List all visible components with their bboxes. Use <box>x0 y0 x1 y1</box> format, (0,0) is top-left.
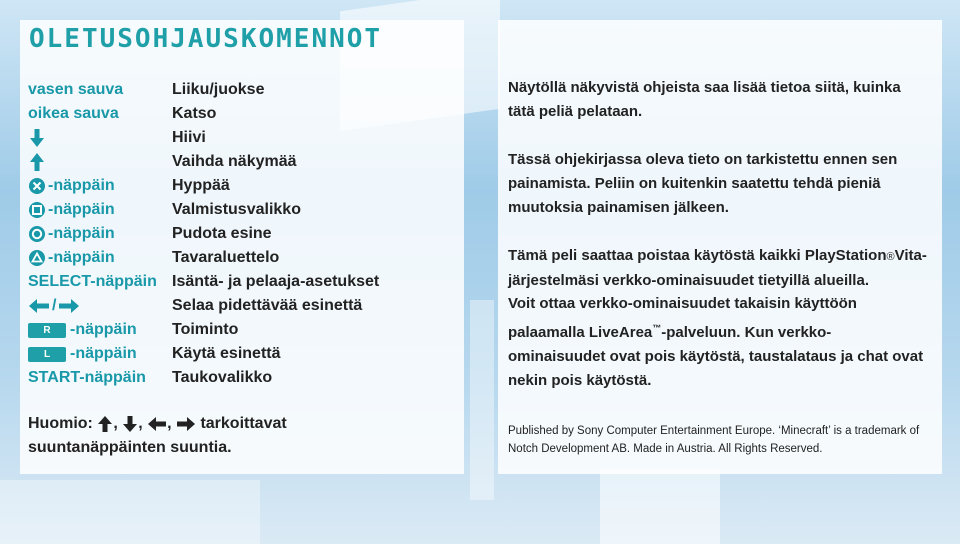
control-key <box>28 150 168 174</box>
control-key-label: -näppäin <box>48 201 115 218</box>
control-action: Pudota esine <box>172 225 272 242</box>
control-key-label: SELECT-näppäin <box>28 273 157 290</box>
control-row <box>28 222 458 246</box>
arrow-left-icon <box>28 297 50 315</box>
info-paragraph-4 <box>508 292 928 393</box>
control-action: Hiivi <box>172 129 206 146</box>
control-row <box>28 78 458 102</box>
control-key <box>28 366 168 390</box>
info-paragraph-4-start: Voit ottaa verkko-ominaisuudet takaisin käyttöön palaamalla LiveArea <box>508 295 857 341</box>
control-key-label: oikea sauva <box>28 105 119 122</box>
control-action: Liiku/juokse <box>172 81 265 98</box>
control-key <box>28 78 168 102</box>
control-row <box>28 102 458 126</box>
background-block <box>600 470 720 544</box>
control-action: Vaihda näkymää <box>172 153 297 170</box>
trademark-mark: ™ <box>652 323 662 333</box>
direction-note: Huomio: , , , tarkoittavat suuntanäppäinten suuntia. <box>28 415 287 456</box>
control-key-label: -näppäin <box>70 345 137 362</box>
control-action: Toiminto <box>172 321 239 338</box>
control-action: Käytä esinettä <box>172 345 281 362</box>
square-button-icon <box>28 201 46 219</box>
info-paragraph-4-end: -palveluun. Kun verkko-ominaisuudet ovat pois käytöstä, taustalataus ja chat ovat nekin pois käytöstä. <box>508 324 924 389</box>
control-key <box>28 222 168 246</box>
control-key <box>28 174 168 198</box>
arrow-up-icon <box>28 153 46 171</box>
info-paragraph-3-start: Tämä peli saattaa poistaa käytöstä kaikki PlayStation <box>508 247 887 264</box>
control-key-label: -näppäin <box>48 177 115 194</box>
control-key <box>28 198 168 222</box>
control-key-label: / <box>52 297 57 314</box>
info-paragraph-3 <box>508 244 928 293</box>
control-row <box>28 366 458 390</box>
control-row <box>28 198 458 222</box>
control-action: Isäntä- ja pelaaja-asetukset <box>172 273 380 290</box>
control-action: Katso <box>172 105 217 122</box>
registered-mark: ® <box>886 251 895 263</box>
legal-notice: Published by Sony Computer Entertainment Europe. ‘Minecraft’ is a trademark of Notch Development AB. Made in Austria. All Rights Reserved. <box>508 425 920 455</box>
control-row <box>28 318 458 342</box>
page-title: OLETUSOHJAUSKOMENNOT <box>29 24 383 54</box>
control-key <box>28 342 168 366</box>
control-row <box>28 150 458 174</box>
control-key-label: -näppäin <box>48 225 115 242</box>
control-action: Taukovalikko <box>172 369 273 386</box>
r-button-icon: R <box>28 323 66 338</box>
arrow-down-icon <box>28 129 46 147</box>
control-key <box>28 102 168 126</box>
info-paragraph-1: Näytöllä näkyvistä ohjeista saa lisää tietoa siitä, kuinka tätä peliä pelataan. <box>508 79 901 120</box>
control-key <box>28 294 168 318</box>
background-block <box>0 480 260 544</box>
background-block <box>470 300 494 500</box>
control-key-label: START-näppäin <box>28 369 146 386</box>
arrow-right-icon <box>58 297 80 315</box>
triangle-button-icon <box>28 249 46 267</box>
control-row <box>28 294 458 318</box>
control-row <box>28 342 458 366</box>
info-paragraph-2: Tässä ohjekirjassa oleva tieto on tarkistettu ennen sen painamista. Peliin on kuitenkin saatettu tehdä pieniä muutoksia painamisen jälkeen. <box>508 151 898 216</box>
control-key <box>28 246 168 270</box>
control-action: Valmistusvalikko <box>172 201 301 218</box>
control-key-label: vasen sauva <box>28 81 124 98</box>
control-row <box>28 174 458 198</box>
control-key <box>28 270 168 294</box>
note-line2: suuntanäppäinten suuntia. <box>28 439 232 456</box>
control-key <box>28 126 168 150</box>
control-row <box>28 126 458 150</box>
arrow-right-icon <box>176 417 196 431</box>
control-key-label: -näppäin <box>48 249 115 266</box>
l-button-icon: L <box>28 347 66 362</box>
control-key <box>28 318 168 342</box>
arrow-up-icon <box>97 415 113 433</box>
control-row <box>28 270 458 294</box>
circle-button-icon <box>28 225 46 243</box>
control-action: Selaa pidettävää esinettä <box>172 297 363 314</box>
cross-button-icon <box>28 177 46 195</box>
default-controls-panel <box>20 20 464 474</box>
info-panel <box>498 20 942 474</box>
control-action: Tavaraluettelo <box>172 249 280 266</box>
note-suffix: tarkoittavat <box>200 415 287 432</box>
control-row <box>28 246 458 270</box>
info-paragraph-3-end: Vita-järjestelmäsi verkko-ominaisuudet tietyillä alueilla. <box>508 247 927 289</box>
control-key-label: -näppäin <box>70 321 137 338</box>
arrow-left-icon <box>147 417 167 431</box>
arrow-down-icon <box>122 415 138 433</box>
note-prefix: Huomio: <box>28 415 93 432</box>
control-action: Hyppää <box>172 177 230 194</box>
